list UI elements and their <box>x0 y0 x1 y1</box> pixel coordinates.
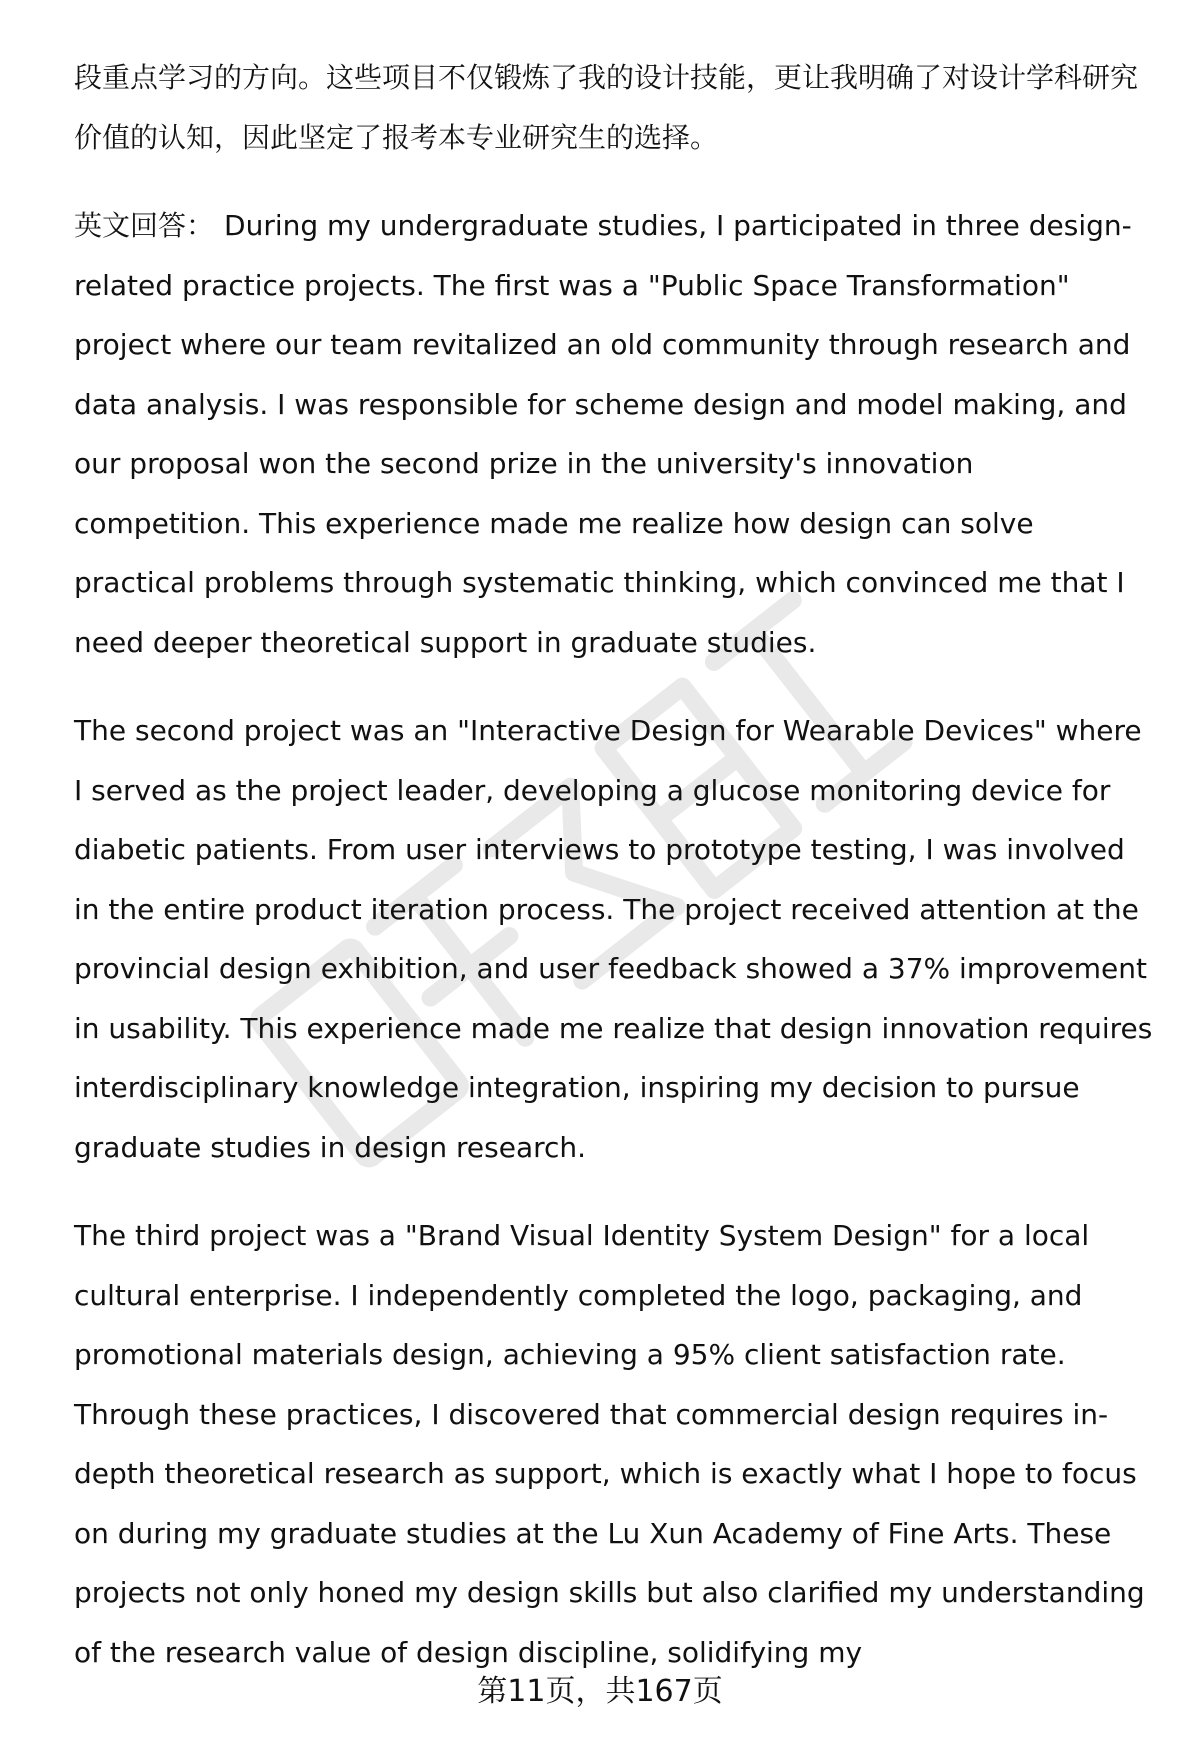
page-number-footer: 第11页，共167页 <box>477 1674 723 1709</box>
document-body <box>74 48 1154 1711</box>
answer-label: 英文回答： <box>74 209 215 242</box>
paragraph-chinese-continuation: 段重点学习的方向。这些项目不仅锻炼了我的设计技能，更让我明确了对设计学科研究价值的认知，因此坚定了报考本专业研究生的选择。 <box>74 61 1139 154</box>
paragraph-english-answer-1 <box>74 196 1154 672</box>
paragraph-english-answer-3: The third project was a "Brand Visual Identity System Design" for a local cultural enterprise. I independently completed the logo, packaging, and promotional materials design, achieving a 95% client satisfaction rate. Through these practices, I discovered that commercial design requires in-depth theoretical research as support, which is exactly what I hope to focus on during my graduate studies at the Lu Xun Academy of Fine Arts. These projects not only honed my design skills but also clarified my understanding of the research value of design discipline, solidifying my <box>74 1219 1145 1669</box>
paragraph-english-answer-2: The second project was an "Interactive Design for Wearable Devices" where I served as the project leader, developing a glucose monitoring device for diabetic patients. From user interviews to prototype testing, I was involved in the entire product iteration process. The project received attention at the provincial design exhibition, and user feedback showed a 37% improvement in usability. This experience made me realize that design innovation requires interdisciplinary knowledge integration, inspiring my decision to pursue graduate studies in design research. <box>74 714 1153 1164</box>
paragraph-text: During my undergraduate studies, I participated in three design-related practice projects. The first was a "Public Space Transformation" project where our team revitalized an old community through research and data analysis. I was responsible for scheme design and model making, and our proposal won the second prize in the university's innovation competition. This experience made me realize how design can solve practical problems through systematic thinking, which convinced me that I need deeper theoretical support in graduate studies. <box>74 209 1132 659</box>
